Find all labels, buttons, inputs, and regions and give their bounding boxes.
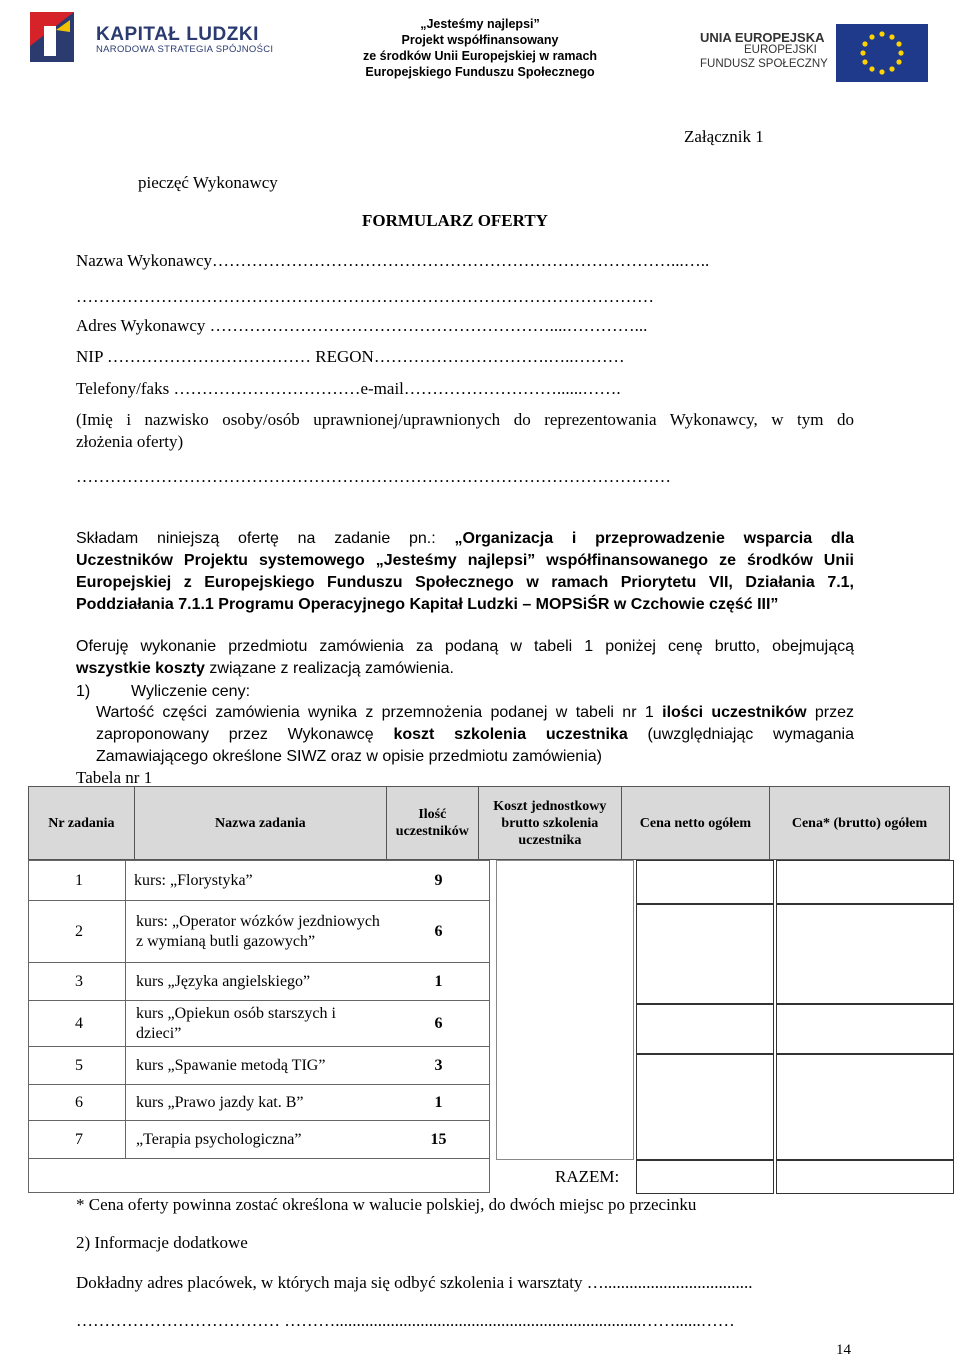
cell-nr: 5 xyxy=(29,1047,126,1085)
cell-name: kurs „Opiekun osób starszych i dzieci” xyxy=(126,1001,389,1047)
training-address-field: ……………………………… ………........................................................................……......…… xyxy=(76,1311,735,1330)
calc-line-2 xyxy=(96,724,854,745)
cell-name: kurs: „Operator wózków jezdniowych z wymianą butli gazowych” xyxy=(126,901,389,963)
header-name: Nazwa zadania xyxy=(134,787,386,860)
table-row xyxy=(29,963,490,1001)
attachment-label: Załącznik 1 xyxy=(684,127,764,146)
offer-intro: Składam niniejszą ofertę na zadanie pn.: xyxy=(76,530,436,547)
table-row xyxy=(29,1085,490,1121)
net-price-cell[interactable] xyxy=(636,1004,774,1054)
calc-line-3: Zamawiającego określone SIWZ oraz w opisie przedmiotu zamówienia) xyxy=(96,748,602,765)
gross-price-cell[interactable] xyxy=(776,1054,954,1160)
cell-name: kurs „Języka angielskiego” xyxy=(126,963,389,1001)
cell-name: kurs „Spawanie metodą TIG” xyxy=(126,1047,389,1085)
offer-task-title-4: Poddziałania 7.1.1 Programu Operacyjnego Kapitał Ludzki – MOPSiŚR w Czchowie część III” xyxy=(76,596,779,613)
offer-paragraph: Oferuję wykonanie przedmiotu zamówienia za podaną w tabeli 1 poniżej cenę brutto, obejmującą xyxy=(76,638,854,655)
calc-text: Wartość części zamówienia wynika z przemnożenia podanej w tabeli nr 1 xyxy=(96,704,663,721)
page-title: FORMULARZ OFERTY xyxy=(362,211,548,230)
calc-text: zaproponowany przez Wykonawcę xyxy=(96,726,394,743)
offer-task-title: „Organizacja i przeprowadzenie wsparcia dla xyxy=(454,530,854,547)
offer-line xyxy=(76,528,854,549)
cell-qty: 6 xyxy=(389,901,490,963)
calc-bold: ilości uczestników xyxy=(662,704,807,721)
gross-price-cell[interactable] xyxy=(776,1004,954,1054)
cell-name: kurs: „Florystyka” xyxy=(126,861,389,901)
offer-task-title-3: Europejskiej z Europejskiego Funduszu Społecznego w ramach Priorytetu VII, Działania 7.1, xyxy=(76,574,854,591)
section-1-number: 1) xyxy=(76,683,91,700)
table-row xyxy=(29,861,490,901)
project-header-line: Projekt współfinansowany xyxy=(401,33,559,47)
calc-text: przez xyxy=(806,704,854,721)
table-row xyxy=(29,1047,490,1085)
cell-nr: 2 xyxy=(29,901,126,963)
training-address-label: Dokładny adres placówek, w których maja się odbyć szkolenia i warsztaty …................................... xyxy=(76,1273,753,1292)
cell-nr: 1 xyxy=(29,861,126,901)
table-row xyxy=(29,901,490,963)
net-price-cell[interactable] xyxy=(636,860,774,904)
cell-name: „Terapia psychologiczna” xyxy=(126,1121,389,1159)
contractor-name-continuation: ………………………………………………………………………………………… xyxy=(76,287,654,306)
project-header-line: ze środków Unii Europejskiej w ramach xyxy=(362,49,598,63)
table-row xyxy=(29,1001,490,1047)
cell-qty: 1 xyxy=(389,963,490,1001)
table-row xyxy=(29,1121,490,1159)
contractor-name-field: Nazwa Wykonawcy………………………………………………………………………...….. xyxy=(76,251,710,270)
table-label: Tabela nr 1 xyxy=(76,768,153,787)
cell-qty: 3 xyxy=(389,1047,490,1085)
net-price-cell[interactable] xyxy=(636,1054,774,1160)
offer-task-title-2: Uczestników Projektu systemowego „Jesteśmy najlepsi” współfinansowanego ze środków Unii xyxy=(76,552,854,569)
price-table-body xyxy=(28,860,490,1193)
cell-qty: 6 xyxy=(389,1001,490,1047)
cell-name: kurs „Prawo jazdy kat. B” xyxy=(126,1085,389,1121)
header-net-price: Cena netto ogółem xyxy=(621,787,769,860)
representatives-label-cont: złożenia oferty) xyxy=(76,432,184,451)
gross-total-cell[interactable] xyxy=(776,1160,954,1194)
calc-line-1 xyxy=(96,702,854,723)
section-1-title: Wyliczenie ceny: xyxy=(131,683,251,700)
offer-all-costs: wszystkie koszty xyxy=(76,660,205,677)
total-label: RAZEM: xyxy=(555,1167,620,1186)
project-header xyxy=(340,16,620,80)
header-nr: Nr zadania xyxy=(29,787,135,860)
cell-nr: 7 xyxy=(29,1121,126,1159)
kapital-ludzki-logo-subtitle: NARODOWA STRATEGIA SPÓJNOŚCI xyxy=(96,44,274,55)
eu-logo-line-2: EUROPEJSKI xyxy=(744,44,817,56)
project-header-line: „Jesteśmy najlepsi” xyxy=(420,17,540,31)
gross-price-cell[interactable] xyxy=(776,904,954,1004)
nip-regon-field: NIP ……………………………… REGON………………………….…..……… xyxy=(76,347,625,366)
eu-logo-line-3: FUNDUSZ SPOŁECZNY xyxy=(700,58,828,70)
offer-paragraph-rest: związane z realizacją zamówienia. xyxy=(204,660,454,677)
gross-price-cell[interactable] xyxy=(776,860,954,904)
project-header-line: Europejskiego Funduszu Społecznego xyxy=(365,65,595,79)
header-unit-cost: Koszt jednostkowy brutto szkolenia uczestnika xyxy=(478,787,621,860)
cell-nr: 6 xyxy=(29,1085,126,1121)
eu-logo-line-1: UNIA EUROPEJSKA xyxy=(700,30,825,45)
eu-flag-icon xyxy=(836,24,928,82)
header-gross-price: Cena* (brutto) ogółem xyxy=(770,787,950,860)
stamp-label: pieczęć Wykonawcy xyxy=(138,173,278,192)
unit-cost-input-area[interactable] xyxy=(496,860,634,1160)
net-price-cell[interactable] xyxy=(636,904,774,1004)
section-2-title: 2) Informacje dodatkowe xyxy=(76,1233,248,1252)
price-footnote: * Cena oferty powinna zostać określona w walucie polskiej, do dwóch miejsc po przecinku xyxy=(76,1195,697,1214)
cell-nr: 3 xyxy=(29,963,126,1001)
calc-bold: koszt szkolenia uczestnika xyxy=(393,726,628,743)
price-table-header xyxy=(28,786,950,860)
representatives-field: …………………………………………………………………………………………… xyxy=(76,467,671,486)
cell-qty: 15 xyxy=(389,1121,490,1159)
calc-text: (uwzględniając wymagania xyxy=(627,726,854,743)
offer-paragraph-2 xyxy=(76,658,454,679)
cell-qty: 9 xyxy=(389,861,490,901)
table-row-total xyxy=(29,1159,490,1193)
representatives-label: (Imię i nazwisko osoby/osób uprawnionej/uprawnionych do reprezentowania Wykonawcy, w tym do xyxy=(76,410,854,429)
phone-email-field: Telefony/faks ……………………………e-mail………………………......……. xyxy=(76,379,621,398)
page-number: 14 xyxy=(836,1342,851,1358)
contractor-address-field: Adres Wykonawcy ……………………………………………………....…………... xyxy=(76,316,648,335)
kapital-ludzki-logo-name: KAPITAŁ LUDZKI xyxy=(96,24,259,45)
cell-nr: 4 xyxy=(29,1001,126,1047)
net-total-cell[interactable] xyxy=(636,1160,774,1194)
total-row-spacer xyxy=(29,1159,490,1193)
cell-qty: 1 xyxy=(389,1085,490,1121)
header-qty: Ilość uczestników xyxy=(386,787,478,860)
